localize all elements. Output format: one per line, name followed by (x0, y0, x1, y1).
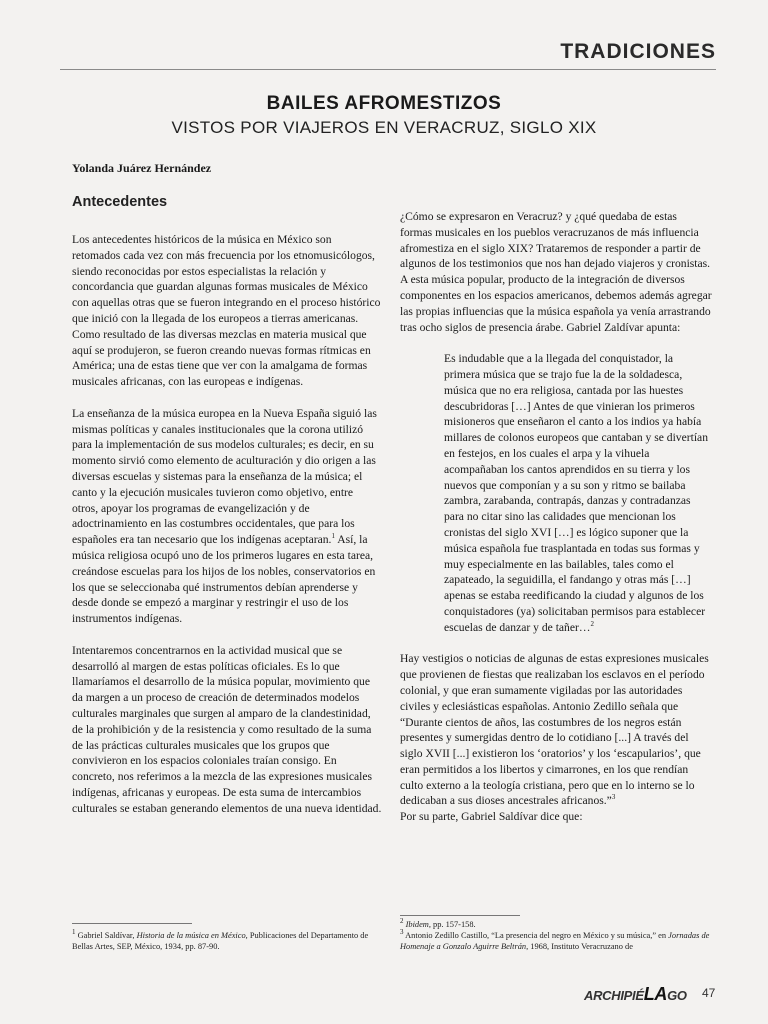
footnote-title: Jornadas de Homenaje a Gonzalo Aguirre Beltrán (400, 931, 710, 951)
logo-text: LA (643, 984, 668, 1004)
article-title: BAILES AFROMESTIZOS (266, 93, 502, 114)
page-number: 47 (702, 986, 716, 1000)
footnote-title: Historia de la música en México (136, 931, 246, 940)
magazine-logo (584, 984, 687, 1005)
paragraph-text: Hay vestigios o noticias de algunas de estas expresiones musicales que provienen de fiestas que realizaban los esclavos en el período colonial, y que eran sumamente vigiladas por las autoridades civiles y eclesiásticas españolas. Antonio Zedillo señala que “Durante cientos de años, las costumbres de los negros están presentes y sumergidas dentro de lo cotidiano [...] A través del siglo XVII [...] existieron los ‘oratorios’ y los ‘escapularios’, que eran permitidos a los libertos y cimarrones, en los que rendían culto externo a la teología cristiana, pero que en lo interno se lo dedicaban a sus dioses ancestrales africanos.” (400, 652, 709, 808)
footnote-text: Antonio Zedillo Castillo, “La presencia del negro en México y su música,” en (403, 931, 669, 940)
footnote-text: , pp. 157-158. (428, 920, 476, 929)
paragraph-text: La enseñanza de la música europea en la Nueva España siguió las mismas políticas y canales institucionales que la corona utilizó para la implementación de sus modelos culturales; es decir, en su momento sirvió como elemento de aculturación y dio origen a las diversas escuelas y sistemas para la enseñanza de la música; el canto y la ejecución musicales tuvieron como objetivo, entre otros, apoyar los programas de evangelización y de adoctrinamiento en las costumbres occidentales, que para los españoles era tan necesario que los indígenas aceptaran. (72, 406, 377, 547)
footnote-text: , 1968, Instituto Veracruzano de (526, 942, 633, 951)
footnote-number: 2 (400, 917, 404, 926)
paragraph (400, 651, 712, 809)
section-heading: Antecedentes (72, 194, 168, 210)
paragraph: Por su parte, Gabriel Saldívar dice que: (400, 810, 583, 824)
footnote-rule (72, 923, 192, 924)
right-column (400, 209, 712, 841)
footnote-text: , Publicaciones del Departamento de Bellas Artes, SEP, México, 1934, pp. 87-90. (72, 931, 369, 951)
author-name: Yolanda Juárez Hernández (72, 161, 212, 175)
footnote-ref: 2 (590, 619, 594, 628)
logo-text: ARCHIPIÉ (584, 988, 644, 1003)
footnotes-right (400, 919, 712, 952)
footnote-number: 1 (72, 928, 76, 937)
footnote (400, 930, 712, 952)
paragraph: ¿Cómo se expresaron en Veracruz? y ¿qué quedaba de estas formas musicales en los pueblos veracruzanos de más influencia afromestiza en el siglo XIX? Trataremos de responder a partir de algunos de los testimonios que nos han dejado viajeros y cronistas. A esta música popular, producto de la integración de diversos componentes en los espacios americanos, debemos además agregar las propias influencias que la música española ya venía arrastrando tras ocho siglos de presencia árabe. Gabriel Zaldívar apunta: (400, 210, 712, 334)
logo-text: GO (667, 988, 687, 1003)
footnote-ref: 1 (331, 532, 335, 541)
block-quote (400, 351, 712, 635)
footnote-text: Gabriel Saldívar, (75, 931, 137, 940)
paragraph: Intentaremos concentrarnos en la actividad musical que se desarrolló al margen de estas políticas oficiales. Es lo que llamaríamos el desarrollo de la música popular, movimiento que da margen a un proceso de creación de determinados modelos culturales marginales que surgen al amparo de la clandestinidad, de la prohibición y de la resistencia y como resultado de la suma de las prácticas culturales musicales que los grupos que convivieron en los espacios coloniales traían consigo. En concreto, nos referimos a la mezcla de las expresiones musicales indígenas, africanas y europeas. De esta suma de intercambios culturales se estaban generando elementos de una nueva identidad. (72, 643, 382, 815)
footnotes-left (72, 930, 382, 952)
footnote-title: Ibidem (405, 920, 429, 929)
paragraph-text: Así, la música religiosa ocupó uno de los primeros lugares en esta tarea, creándose escuelas para los hijos de los nobles, conservatorios en los que se seleccionaba qué instrumentos debían aprenderse y desde donde se empezó a marginar y restringir el uso de los instrumentos indígenas. (72, 533, 376, 626)
footnote-number: 3 (400, 928, 404, 937)
left-column (72, 232, 382, 832)
footnote-ref: 3 (611, 793, 616, 802)
paragraph (72, 406, 382, 627)
quote-text: Es indudable que a la llegada del conquistador, la primera música que se trajo fue la de la soldadesca, música que no era religiosa, cantada por las huestes descubridoras […] Antes de que vinieran los primeros misioneros que enseñaron el canto a los indios ya había millares de colonos europeos que cantaban y se divertían en festejos, en los cuales el arpa y la vihuela acompañaban los cantos aprendidos en su tierra y los nuevos que componían y a su son y ritmo se bailaba zambra, zarabanda, contrapás, danzas y contradanzas para no citar sino las calidades que mencionan los cronistas del siglo XVI […] es lógico suponer que la música española fue trasplantada en todas sus formas y muy especialmente en las bailables, tales como el zapateado, la seguidilla, el fandango y otras más […] apenas se estaba reedificando la ciudad y algunos de los conquistadores (ya) solicitaban permisos para establecer escuelas de danzar y de tañer… (444, 352, 708, 634)
paragraph: Los antecedentes históricos de la música en México son retomados cada vez con más frecuencia por los etnomusicólogos, siendo reconocidas por estos especialistas la relación y concordancia que guardan algunas formas musicales de México con aquellas otras que se fueron integrando en el proceso histórico que inició con la llegada de los europeos a tierras americanas. Como resultado de las diversas mezclas en materia musical que aquí se produjeron, se fueron creando nuevas formas rítmicas en América; una de estas tiene que ver con la amalgama de formas musicales africanas, con las europeas e indígenas. (72, 233, 381, 389)
footnote (72, 930, 382, 952)
footnote-rule (400, 915, 520, 916)
header-rule (60, 69, 716, 70)
footnote (400, 919, 712, 930)
section-title: TRADICIONES (560, 40, 716, 63)
article-subtitle: VISTOS POR VIAJEROS EN VERACRUZ, SIGLO XIX (171, 118, 597, 137)
